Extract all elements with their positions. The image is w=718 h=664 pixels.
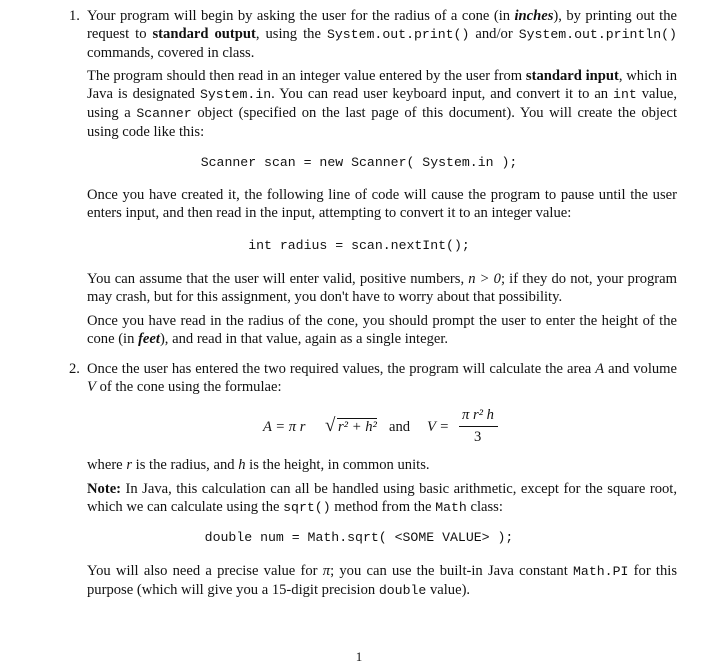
item2-paragraph-2: where r is the radius, and h is the height, in common units. (87, 457, 430, 473)
item2-paragraph-4: You will also need a precise value for π; you can use the built-in Java constant Math.PI for this purpose (which will give you a 15-digit precision double value). (87, 563, 678, 598)
item1-paragraph-2: The program should then read in an integer value entered by the user from standard input, which in Java is designated System.in. You can read user keyboard input, and convert it to an int value, using a Scanner object (specified on the last page of this document). You will create the object using code like this: (87, 68, 678, 140)
area-formula-radicand: r² + h² (338, 419, 377, 435)
area-formula-lhs: A = π r (263, 419, 306, 435)
code-scanner-creation: Scanner scan = new Scanner( System.in ); (200, 155, 518, 170)
code-math-sqrt: double num = Math.sqrt( <SOME VALUE> ); (204, 530, 514, 545)
cone-formulae (0, 405, 718, 455)
item-number-2: 2. (69, 361, 80, 377)
item2-note-paragraph: Note: In Java, this calculation can all be handled using basic arithmetic, except for the square root, which we can calculate using the sqrt() method from the Math class: (87, 481, 677, 515)
item1-paragraph-3: Once you have created it, the following line of code will cause the program to pause until the user enters input, and then read in the input, attempting to convert it to an integer value: (87, 187, 677, 221)
fraction-line (459, 426, 498, 427)
page-number: 1 (355, 649, 363, 664)
volume-formula-numerator: π r² h (462, 407, 494, 423)
volume-formula-lhs: V = (427, 419, 450, 435)
code-read-radius: int radius = scan.nextInt(); (248, 238, 470, 253)
item2-paragraph-1: Once the user has entered the two required values, the program will calculate the area A and volume V of the cone using the formulae: (87, 361, 677, 395)
item1-paragraph-4: You can assume that the user will enter valid, positive numbers, n > 0; if they do not, your program may crash, but for this assignment, you don't have to worry about that possibility. (87, 271, 677, 305)
item1-paragraph-5: Once you have read in the radius of the cone, you should prompt the user to enter the height of the cone (in feet), and read in that value, again as a single integer. (87, 313, 677, 347)
item1-paragraph-1: Your program will begin by asking the user for the radius of a cone (in inches), by printing out the request to standard output, using the System.out.print() and/or System.out.println() commands, covered in class. (87, 8, 677, 61)
volume-formula-denominator: 3 (474, 429, 482, 445)
formula-and: and (389, 419, 411, 435)
item-number-1: 1. (69, 8, 80, 24)
sqrt-symbol: √ (325, 415, 336, 436)
